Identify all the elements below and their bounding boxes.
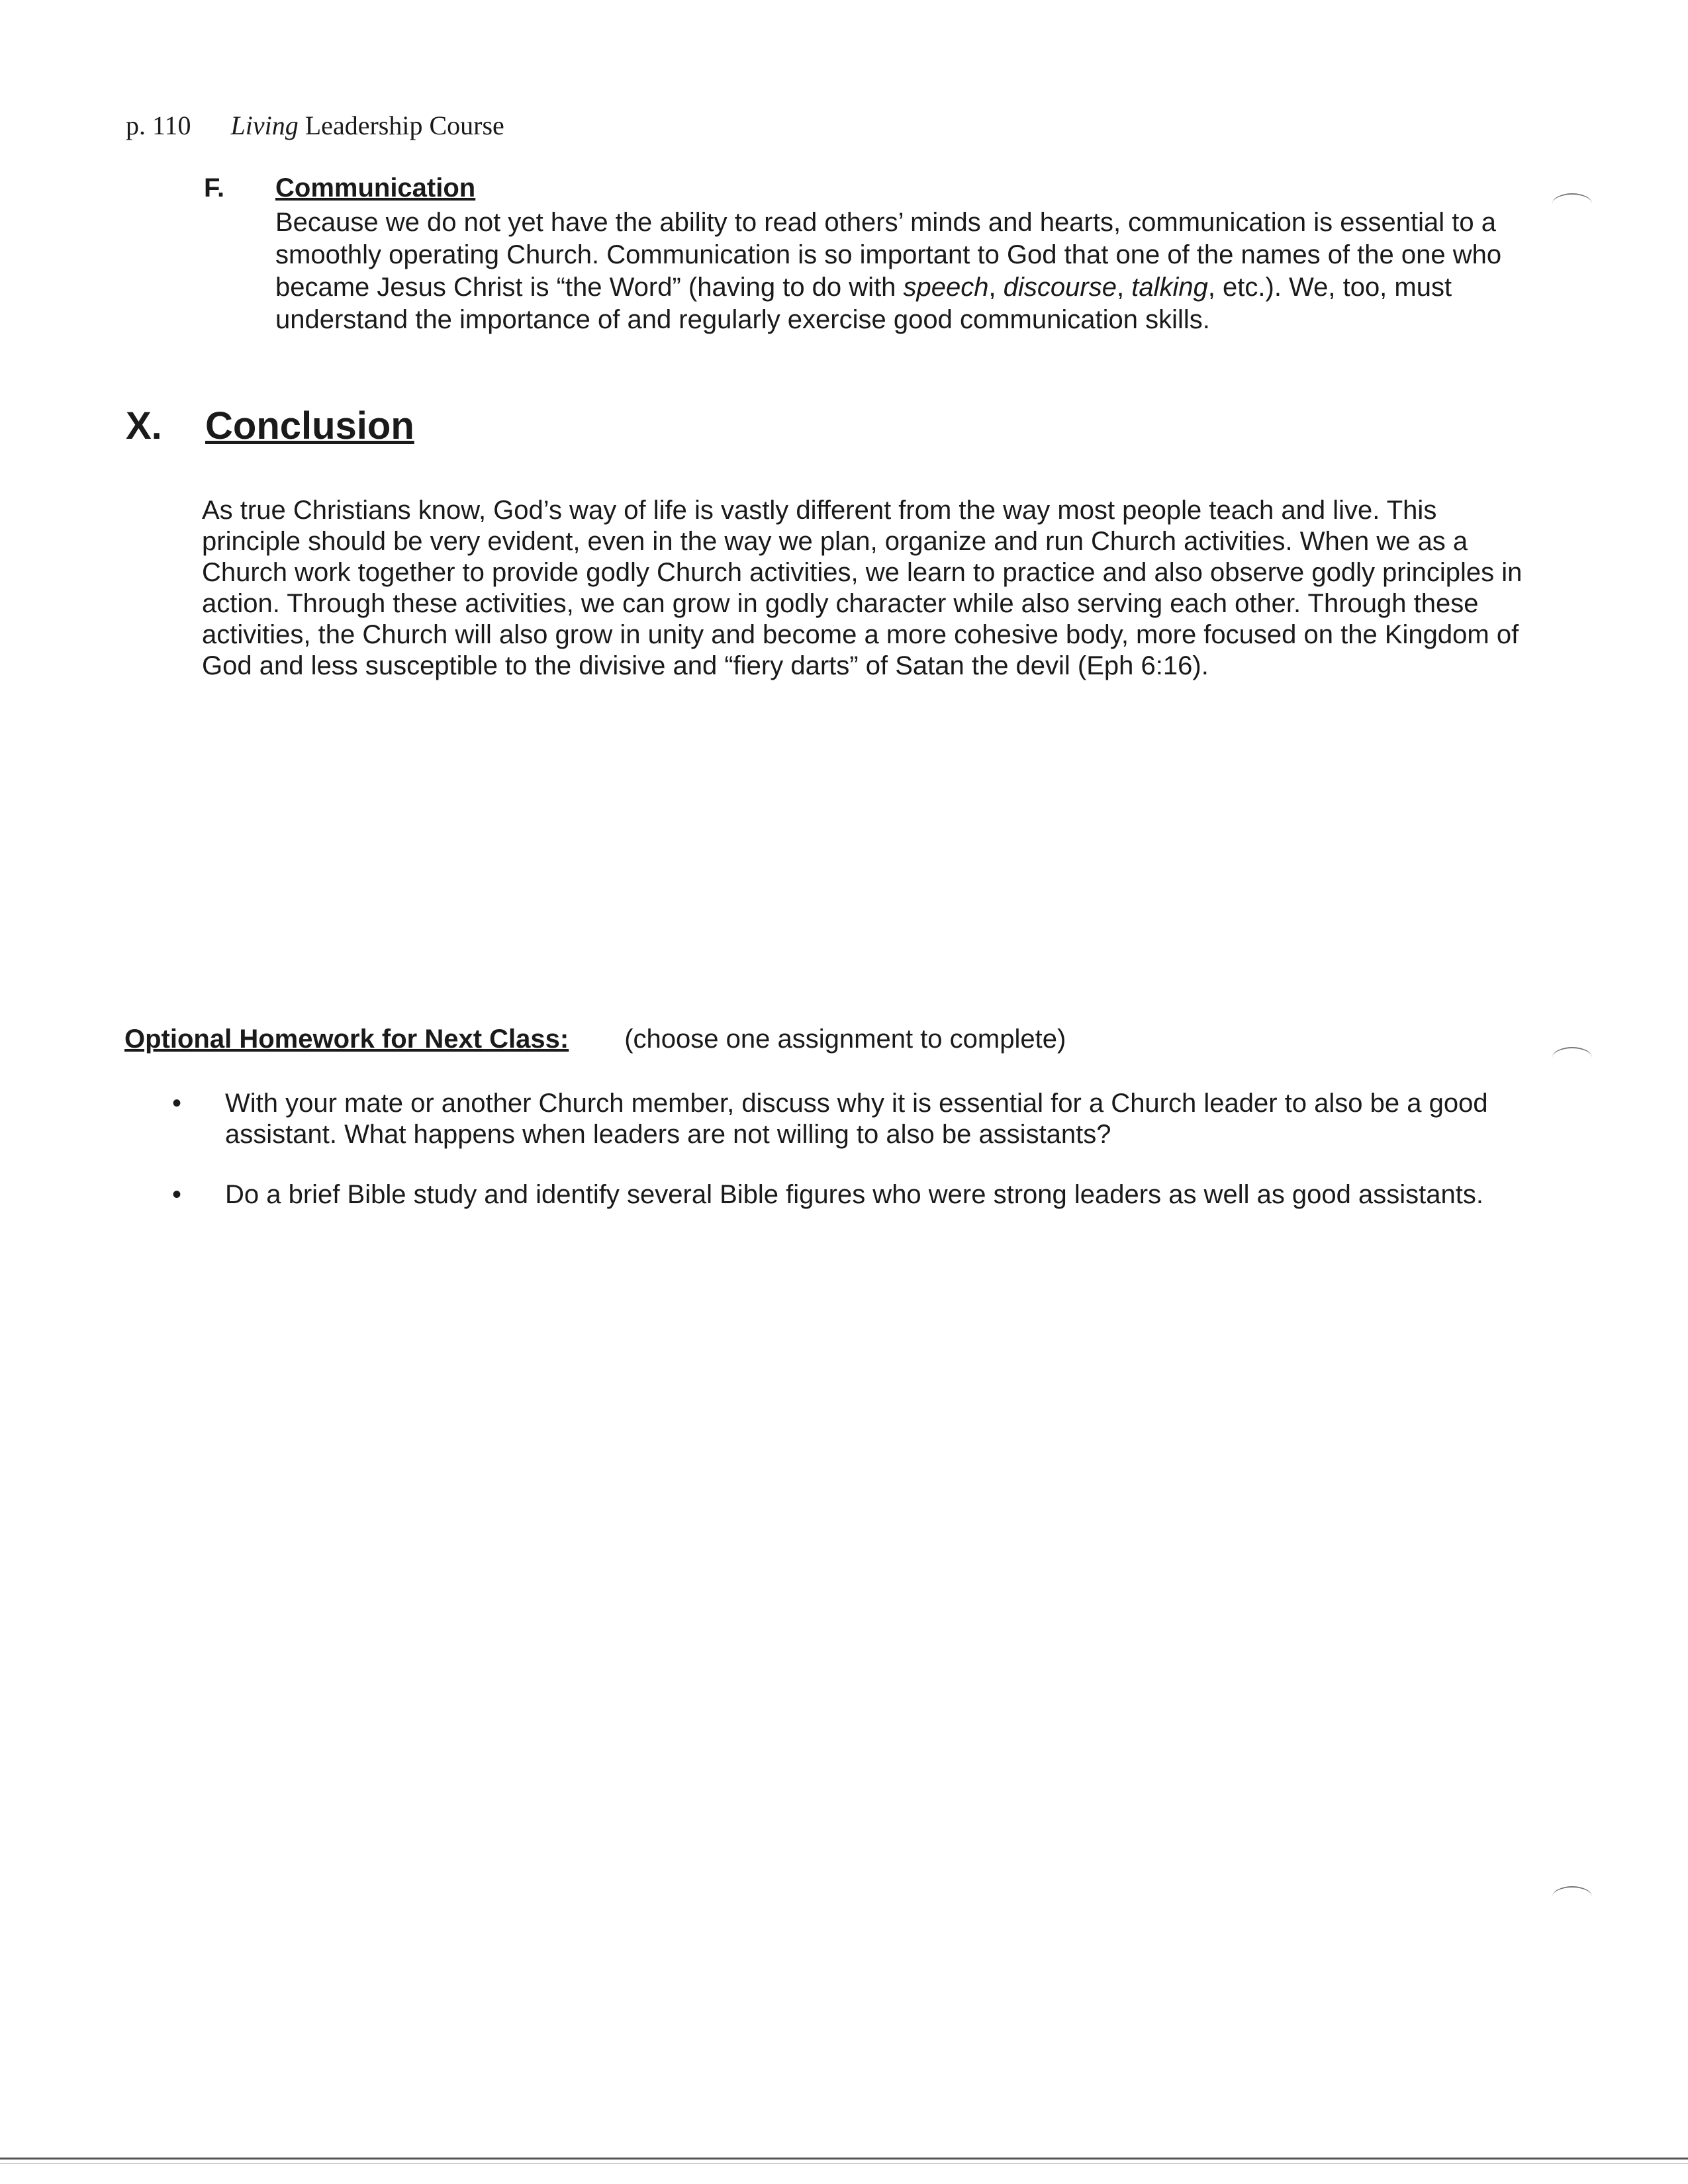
section-f-body <box>275 206 1533 336</box>
bullet-icon: • <box>172 1089 182 1118</box>
list-item-text: Do a brief Bible study and identify several Bible figures who were strong leaders as well as good assistants. <box>225 1180 1483 1209</box>
page-header <box>126 110 504 141</box>
emphasis-discourse: discourse <box>1003 273 1117 302</box>
homework-list <box>172 1088 1509 1240</box>
section-x-title: Conclusion <box>205 404 414 447</box>
bullet-icon: • <box>172 1180 182 1209</box>
page-bottom-rule <box>0 2158 1688 2160</box>
homework-heading <box>124 1024 1066 1054</box>
section-f-letter: F. <box>204 173 225 203</box>
homework-title: Optional Homework for Next Class: <box>124 1024 569 1054</box>
section-f-heading: Communication <box>275 173 476 203</box>
binder-hole-mark <box>1552 193 1592 214</box>
list-item <box>172 1179 1509 1210</box>
course-title-rest: Leadership Course <box>298 111 504 140</box>
binder-hole-mark <box>1552 1047 1592 1068</box>
binder-hole-mark <box>1552 1886 1592 1907</box>
page-number: p. 110 <box>126 111 191 140</box>
conclusion-paragraph: As true Christians know, God’s way of life is vastly different from the way most people teach and live. This principle should be very evident, even in the way we plan, organize and run Church activities. When we as a Church work together to provide godly Church activities, we learn to practice and also observe godly principles in action. Through these activities, we can grow in godly character while also serving each other. Through these activities, the Church will also grow in unity and become a more cohesive body, more focused on the Kingdom of God and less susceptible to the divisive and “fiery darts” of Satan the devil (Eph 6:16). <box>202 496 1523 680</box>
homework-note: (choose one assignment to complete) <box>624 1024 1066 1054</box>
body-text: , <box>1116 273 1132 302</box>
section-x-heading <box>126 404 414 448</box>
emphasis-talking: talking <box>1131 273 1208 302</box>
body-text: Because we do not yet have the ability to read others’ minds and hearts, communication is essential to a smoothly operating Church. Communication is so important to God that one of the names of the one who became Jesus Christ is “the Word” (having to do with <box>275 208 1502 302</box>
course-title-italic: Living <box>230 111 299 140</box>
list-item-text: With your mate or another Church member, discuss why it is essential for a Church leader to also be a good assistant. What happens when leaders are not willing to also be assistants? <box>225 1089 1488 1149</box>
body-text: , etc.). We, too, must understand the importance of and regularly exercise good communication skills. <box>275 273 1452 334</box>
section-x-number: X. <box>126 404 162 447</box>
emphasis-speech: speech <box>903 273 989 302</box>
list-item <box>172 1088 1509 1150</box>
body-text: , <box>988 273 1004 302</box>
